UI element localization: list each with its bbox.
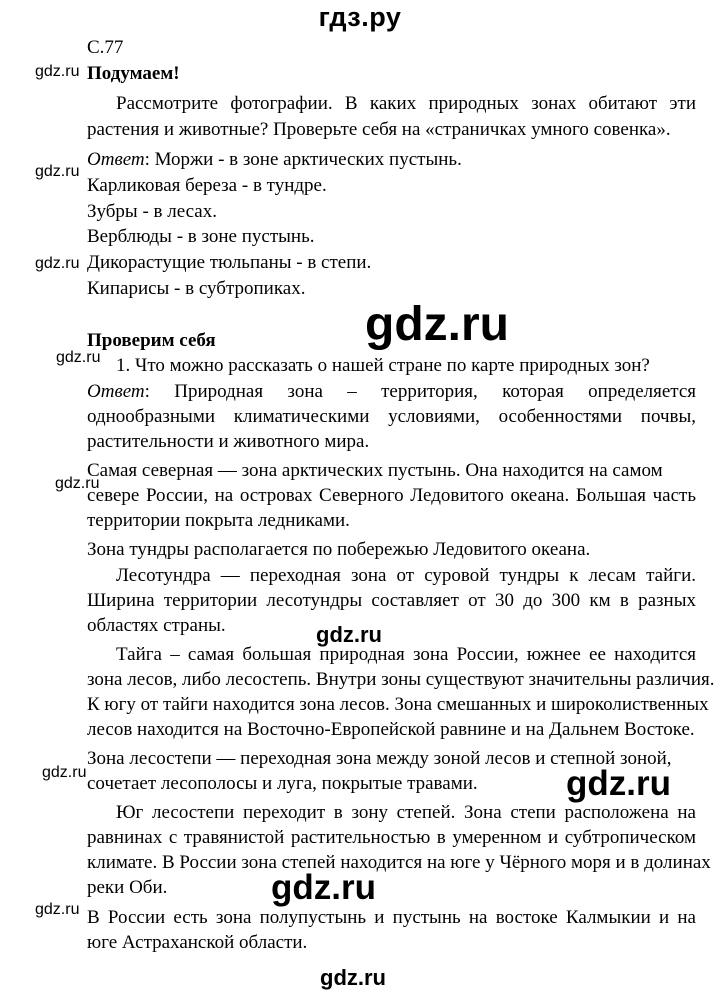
watermark: gdz.ru	[56, 349, 101, 366]
paragraph-line: равнинах с травянистой растительностью в умеренном и субтропическом	[87, 827, 696, 848]
watermark-large: gdz.ru	[566, 764, 671, 803]
page-ref: С.77	[87, 37, 124, 58]
site-header[interactable]: гдз.ру	[318, 2, 402, 32]
paragraph-line: юге Астраханской области.	[87, 932, 308, 953]
answer-line: Зубры - в лесах.	[87, 201, 217, 222]
heading-think: Подумаем!	[87, 63, 180, 84]
paragraph-line: климате. В России зона степей находится на юге у Чёрного моря и в долинах	[87, 852, 711, 873]
paragraph-line: Самая северная — зона арктических пустынь. Она находится на самом	[87, 460, 663, 481]
watermark: gdz.ru	[35, 63, 80, 80]
paragraph-line: реки Оби.	[87, 877, 168, 898]
answer-label: Ответ	[87, 149, 145, 170]
answer-line: Верблюды - в зоне пустынь.	[87, 226, 315, 247]
watermark-large: gdz.ru	[271, 868, 376, 907]
paragraph-line: Ответ: Природная зона – территория, которая определяется	[87, 381, 696, 402]
paragraph-line: лесов находится на Восточно-Европейской равнине и на Дальнем Востоке.	[87, 719, 695, 740]
paragraph-line: зона лесов, либо лесостепь. Внутри зоны существуют значительны различия.	[87, 669, 715, 690]
watermark: gdz.ru	[35, 901, 80, 918]
paragraph-line: Рассмотрите фотографии. В каких природных зонах обитают эти	[116, 93, 696, 114]
answer-line: Карликовая береза - в тундре.	[87, 175, 327, 196]
answer-line: Кипарисы - в субтропиках.	[87, 278, 306, 299]
answer-line: Дикорастущие тюльпаны - в степи.	[87, 252, 372, 273]
paragraph-line: Ширина территории лесотундры составляет от 30 до 300 км в разных	[87, 590, 696, 611]
paragraph-line: растительности и животного мира.	[87, 431, 370, 452]
heading-check: Проверим себя	[87, 330, 216, 351]
paragraph-line: однообразными климатическими условиями, особенностями почвы,	[87, 406, 696, 427]
watermark: gdz.ru	[55, 475, 100, 492]
paragraph-line: областях страны.	[87, 615, 226, 636]
paragraph-line: Зона тундры располагается по побережью Ледовитого океана.	[87, 539, 591, 560]
paragraph-line: территории покрыта ледниками.	[87, 510, 350, 531]
watermark-medium: gdz.ru	[316, 622, 382, 647]
paragraph-line: К югу от тайги находится зона лесов. Зона смешанных и широколиственных	[87, 694, 709, 715]
question-line: 1. Что можно рассказать о нашей стране по карте природных зон?	[116, 355, 650, 376]
paragraph-line: Юг лесостепи переходит в зону степей. Зона степи расположена на	[116, 802, 696, 823]
watermark: gdz.ru	[35, 163, 80, 180]
watermark-large: gdz.ru	[365, 298, 509, 351]
watermark-medium: gdz.ru	[320, 965, 386, 990]
paragraph-line: растения и животные? Проверьте себя на «страничках умного совенка».	[87, 119, 671, 140]
answer-line: Ответ: Моржи - в зоне арктических пустынь.	[87, 149, 462, 170]
paragraph-line: сочетает лесополосы и луга, покрытые травами.	[87, 773, 478, 794]
watermark: gdz.ru	[42, 764, 87, 781]
paragraph-line: Лесотундра — переходная зона от суровой тундры к лесам тайги.	[116, 565, 696, 586]
watermark: gdz.ru	[35, 255, 80, 272]
paragraph-line: В России есть зона полупустынь и пустынь на востоке Калмыкии и на	[87, 907, 696, 928]
paragraph-line: севере России, на островах Северного Ледовитого океана. Большая часть	[87, 485, 696, 506]
paragraph-line: Тайга – самая большая природная зона России, южнее ее находится	[116, 644, 696, 665]
paragraph-line: Зона лесостепи — переходная зона между зоной лесов и степной зоной,	[87, 748, 672, 769]
